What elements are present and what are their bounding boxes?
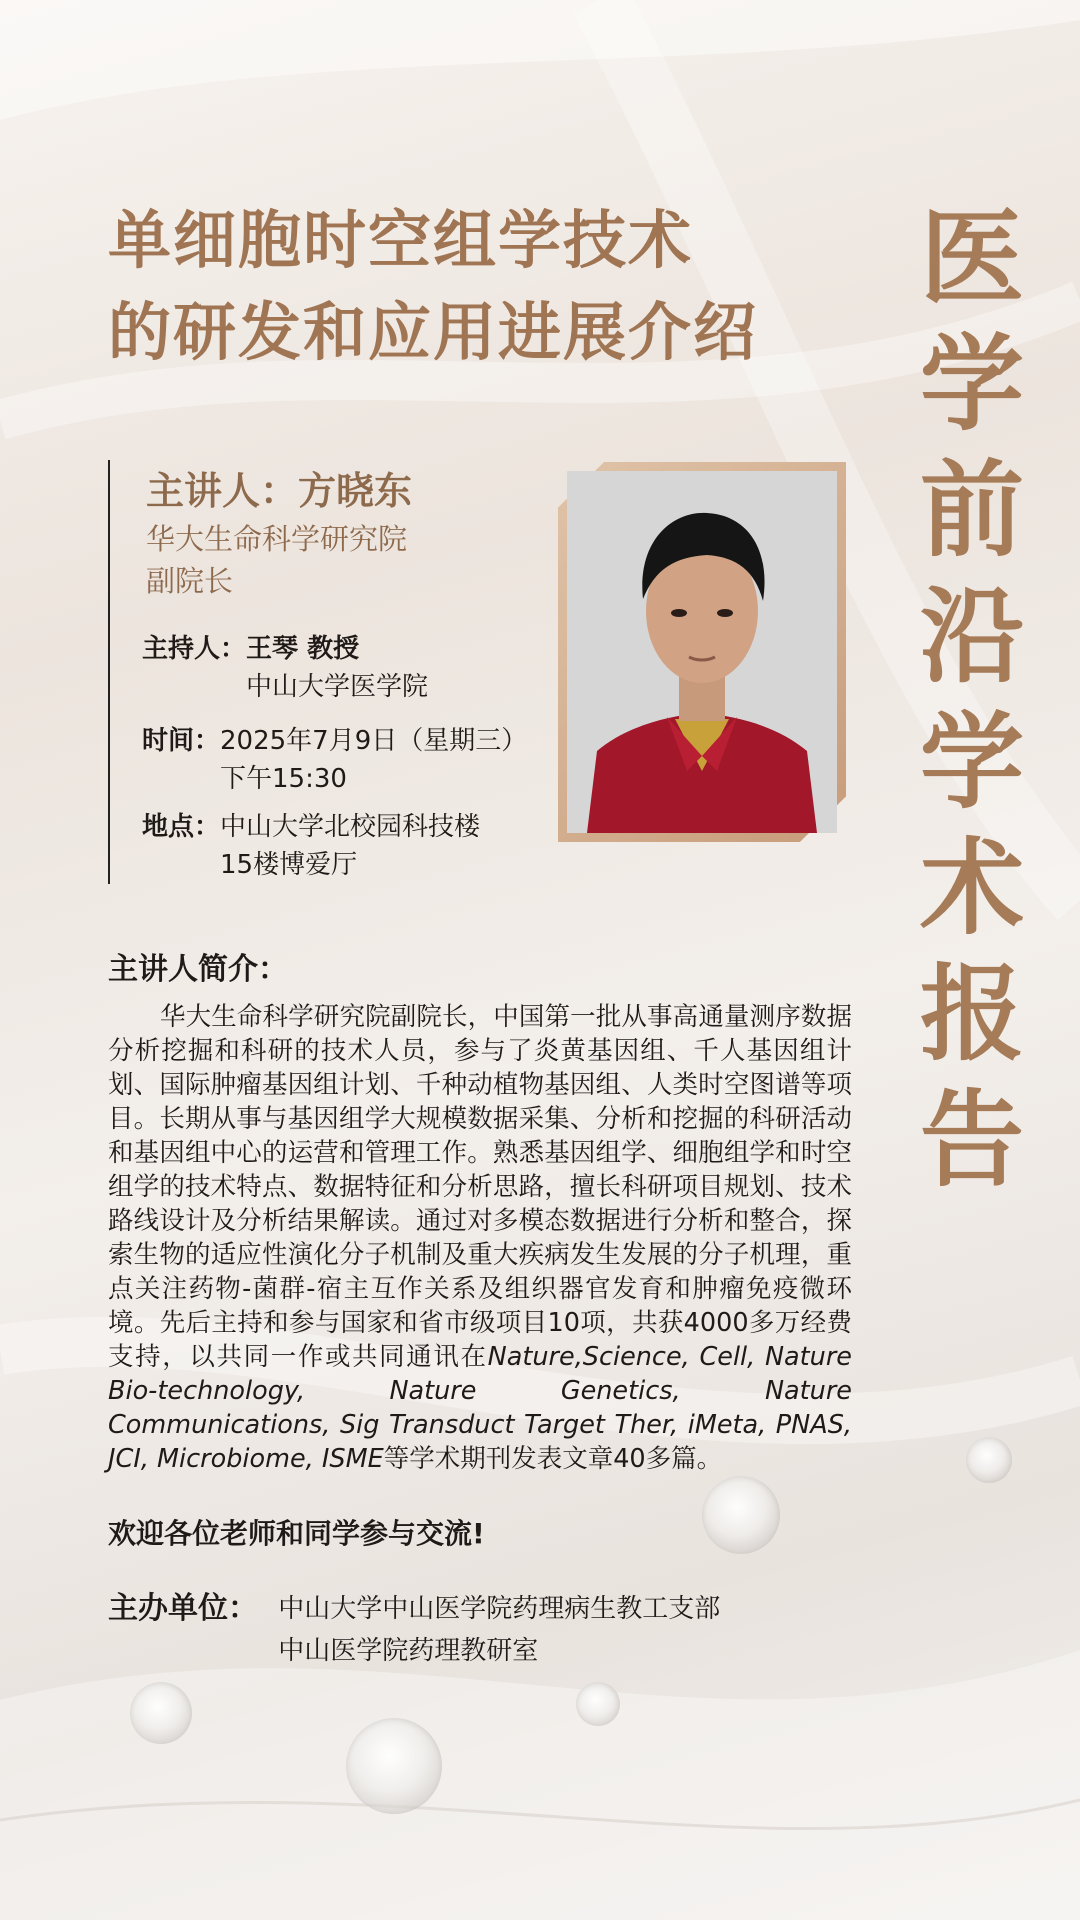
- speaker-affiliation: [146, 518, 407, 602]
- location-building: 中山大学北校园科技楼: [220, 812, 481, 842]
- organizer-block: [108, 1588, 720, 1672]
- time-date: 2025年7月9日（星期三）: [220, 726, 528, 756]
- time-hour: 下午15:30: [220, 764, 347, 794]
- bio-journals: Nature,Science, Cell, Nature Bio-technology, Nature Genetics, Nature Communications, Sig Transduct Target Ther, iMeta, PNAS, JCI, Microbiome, ISME: [108, 1342, 852, 1474]
- location-row: [142, 808, 480, 884]
- bubble-decoration: [346, 1718, 442, 1814]
- title-line-1: 单细胞时空组学技术: [108, 204, 693, 277]
- event-title: [108, 195, 888, 379]
- location-label: 地点：: [142, 812, 221, 842]
- speaker-portrait-illustration: [567, 471, 837, 833]
- speaker-org-line-2: 副院长: [146, 564, 234, 598]
- host-affiliation: 中山大学医学院: [246, 672, 429, 702]
- bio-heading: 主讲人简介：: [108, 952, 288, 987]
- time-label: 时间：: [142, 726, 221, 756]
- organizer-label: 主办单位：: [108, 1591, 258, 1626]
- vertical-char: 前: [919, 448, 1024, 571]
- speaker-org-line-1: 华大生命科学研究院: [146, 522, 408, 556]
- host-row: [142, 630, 428, 706]
- speaker-info-block: [108, 460, 550, 884]
- bubble-decoration: [576, 1682, 620, 1726]
- bubble-decoration: [130, 1682, 192, 1744]
- organizer-line-1: 中山大学中山医学院药理病生教工支部: [278, 1594, 721, 1624]
- host-label: 主持人：: [142, 634, 247, 664]
- welcome-message: 欢迎各位老师和同学参与交流!: [108, 1517, 485, 1550]
- vertical-char: 学: [919, 700, 1024, 823]
- bubble-decoration: [702, 1476, 780, 1554]
- vertical-char: 告: [919, 1078, 1024, 1201]
- bio-end: 等学术期刊发表文章40多篇。: [383, 1444, 723, 1474]
- title-line-2: 的研发和应用进展介绍: [108, 296, 758, 369]
- organizer-line-2: 中山医学院药理教研室: [278, 1636, 539, 1666]
- vertical-title: [912, 195, 1032, 1203]
- organizer-values: [278, 1588, 720, 1672]
- bubble-decoration: [966, 1437, 1012, 1483]
- vertical-char: 医: [919, 196, 1024, 319]
- time-row: [142, 722, 527, 798]
- speaker-photo: [567, 471, 837, 833]
- speaker-name: 主讲人：方晓东: [146, 469, 413, 513]
- bio-text: [108, 1000, 852, 1476]
- time-value: [220, 722, 527, 798]
- host-value: [246, 630, 428, 706]
- vertical-char: 沿: [919, 574, 1024, 697]
- host-name: 王琴 教授: [246, 634, 360, 664]
- location-room: 15楼博爱厅: [220, 850, 358, 880]
- vertical-char: 报: [919, 952, 1024, 1075]
- bio-main: 华大生命科学研究院副院长，中国第一批从事高通量测序数据分析挖掘和科研的技术人员，参与了炎黄基因组、千人基因组计划、国际肿瘤基因组计划、千种动植物基因组、人类时空图谱等项目。长期从事与基因组学大规模数据采集、分析和挖掘的科研活动和基因组中心的运营和管理工作。熟悉基因组学、细胞组学和时空组学的技术特点、数据特征和分析思路，擅长科研项目规划、技术路线设计及分析结果解读。通过对多模态数据进行分析和整合，探索生物的适应性演化分子机制及重大疾病发生发展的分子机理，重点关注药物-菌群-宿主互作关系及组织器官发育和肿瘤免疫微环境。先后主持和参与国家和省市级项目10项，共获4000多万经费支持，以共同一作或共同通讯在: [108, 1002, 852, 1372]
- vertical-char: 术: [919, 826, 1024, 949]
- location-value: [220, 808, 480, 884]
- vertical-char: 学: [919, 322, 1024, 445]
